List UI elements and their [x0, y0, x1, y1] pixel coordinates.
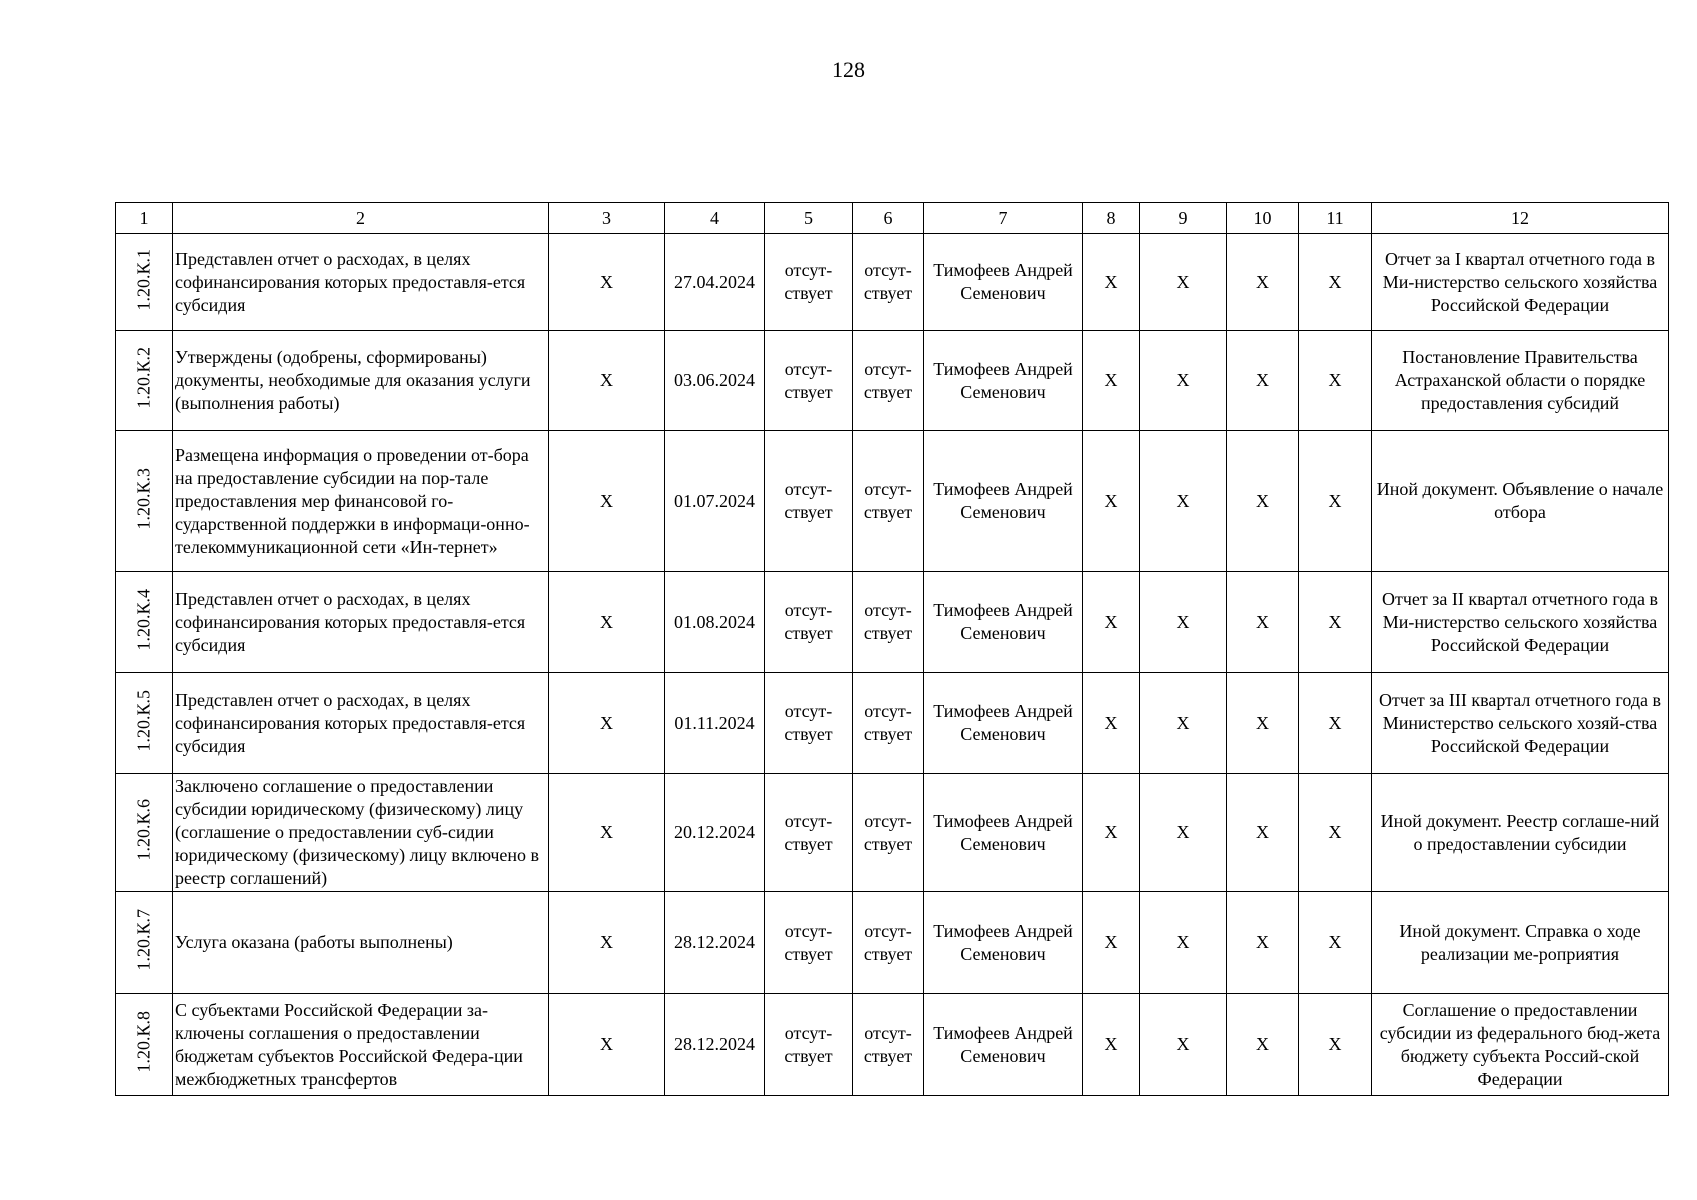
column-header: 2 [173, 203, 549, 234]
description-cell: Утверждены (одобрены, сформированы) документы, необходимые для оказания услуги (выполнения работы) [173, 331, 549, 431]
column-11-cell: X [1299, 673, 1372, 774]
column-10-cell: X [1227, 994, 1299, 1096]
column-5-cell: отсут-ствует [765, 234, 853, 331]
table-row [116, 673, 1669, 774]
date-cell: 01.11.2024 [665, 673, 765, 774]
date-cell: 01.07.2024 [665, 431, 765, 572]
column-11-cell: X [1299, 431, 1372, 572]
column-10-cell: X [1227, 331, 1299, 431]
table-row [116, 331, 1669, 431]
column-5-cell: отсут-ствует [765, 774, 853, 892]
column-header: 4 [665, 203, 765, 234]
column-10-cell: X [1227, 892, 1299, 994]
column-9-cell: X [1140, 331, 1227, 431]
document-cell: Иной документ. Объявление о начале отбора [1372, 431, 1669, 572]
column-3-cell: X [549, 994, 665, 1096]
table-body [116, 203, 1669, 1096]
column-header: 7 [924, 203, 1083, 234]
document-cell: Иной документ. Справка о ходе реализации ме-роприятия [1372, 892, 1669, 994]
column-3-cell: X [549, 331, 665, 431]
document-cell: Отчет за I квартал отчетного года в Ми-нистерство сельского хозяйства Российской Федерации [1372, 234, 1669, 331]
column-11-cell: X [1299, 572, 1372, 673]
column-header: 11 [1299, 203, 1372, 234]
column-11-cell: X [1299, 774, 1372, 892]
row-code-label: 1.20.К.4 [133, 588, 154, 650]
column-8-cell: X [1083, 774, 1140, 892]
responsible-cell: Тимофеев Андрей Семенович [924, 234, 1083, 331]
column-5-cell: отсут-ствует [765, 572, 853, 673]
responsible-cell: Тимофеев Андрей Семенович [924, 431, 1083, 572]
column-8-cell: X [1083, 673, 1140, 774]
row-code-label: 1.20.К.3 [133, 467, 154, 529]
description-cell: Представлен отчет о расходах, в целях софинансирования которых предоставля-ется субсидия [173, 572, 549, 673]
table-row [116, 892, 1669, 994]
row-code-label: 1.20.К.8 [133, 1010, 154, 1073]
row-code-label: 1.20.К.2 [133, 346, 154, 409]
responsible-cell: Тимофеев Андрей Семенович [924, 331, 1083, 431]
document-cell: Иной документ. Реестр соглаше-ний о предоставлении субсидии [1372, 774, 1669, 892]
code-cell [116, 572, 173, 673]
column-8-cell: X [1083, 572, 1140, 673]
table-row [116, 234, 1669, 331]
column-9-cell: X [1140, 572, 1227, 673]
column-header: 9 [1140, 203, 1227, 234]
column-9-cell: X [1140, 234, 1227, 331]
column-11-cell: X [1299, 234, 1372, 331]
column-header: 3 [549, 203, 665, 234]
column-11-cell: X [1299, 331, 1372, 431]
responsible-cell: Тимофеев Андрей Семенович [924, 774, 1083, 892]
column-6-cell: отсут-ствует [853, 774, 924, 892]
column-10-cell: X [1227, 431, 1299, 572]
date-cell: 27.04.2024 [665, 234, 765, 331]
column-3-cell: X [549, 431, 665, 572]
table-row [116, 572, 1669, 673]
code-cell [116, 431, 173, 572]
column-9-cell: X [1140, 892, 1227, 994]
date-cell: 20.12.2024 [665, 774, 765, 892]
row-code-label: 1.20.К.7 [133, 908, 154, 971]
row-code-label: 1.20.К.1 [133, 248, 154, 310]
date-cell: 28.12.2024 [665, 994, 765, 1096]
code-cell [116, 673, 173, 774]
description-cell: С субъектами Российской Федерации за-ключены соглашения о предоставлении бюджетам субъектов Российской Федера-ции межбюджетных трансфертов [173, 994, 549, 1096]
column-3-cell: X [549, 673, 665, 774]
column-6-cell: отсут-ствует [853, 994, 924, 1096]
column-8-cell: X [1083, 431, 1140, 572]
column-6-cell: отсут-ствует [853, 331, 924, 431]
column-6-cell: отсут-ствует [853, 572, 924, 673]
description-cell: Представлен отчет о расходах, в целях софинансирования которых предоставля-ется субсидия [173, 234, 549, 331]
column-8-cell: X [1083, 892, 1140, 994]
date-cell: 03.06.2024 [665, 331, 765, 431]
column-5-cell: отсут-ствует [765, 431, 853, 572]
table-row [116, 431, 1669, 572]
column-10-cell: X [1227, 572, 1299, 673]
document-cell: Соглашение о предоставлении субсидии из федерального бюд-жета бюджету субъекта Россий-ской Федерации [1372, 994, 1669, 1096]
column-9-cell: X [1140, 431, 1227, 572]
column-5-cell: отсут-ствует [765, 892, 853, 994]
column-9-cell: X [1140, 994, 1227, 1096]
date-cell: 01.08.2024 [665, 572, 765, 673]
column-10-cell: X [1227, 774, 1299, 892]
column-5-cell: отсут-ствует [765, 994, 853, 1096]
date-cell: 28.12.2024 [665, 892, 765, 994]
column-8-cell: X [1083, 234, 1140, 331]
column-8-cell: X [1083, 331, 1140, 431]
row-code-label: 1.20.К.6 [133, 798, 154, 861]
code-cell [116, 774, 173, 892]
description-cell: Размещена информация о проведении от-бора на предоставление субсидии на пор-тале предоставления мер финансовой го-сударственной поддержки в информаци-онно-телекоммуникационной сети «Ин-тернет» [173, 431, 549, 572]
document-cell: Отчет за III квартал отчетного года в Министерство сельского хозяй-ства Российской Федерации [1372, 673, 1669, 774]
table-row [116, 994, 1669, 1096]
column-6-cell: отсут-ствует [853, 673, 924, 774]
code-cell [116, 994, 173, 1096]
control-points-table [115, 202, 1669, 1096]
responsible-cell: Тимофеев Андрей Семенович [924, 572, 1083, 673]
column-10-cell: X [1227, 673, 1299, 774]
document-cell: Постановление Правительства Астраханской области о порядке предоставления субсидий [1372, 331, 1669, 431]
column-6-cell: отсут-ствует [853, 431, 924, 572]
column-5-cell: отсут-ствует [765, 673, 853, 774]
column-9-cell: X [1140, 774, 1227, 892]
description-cell: Представлен отчет о расходах, в целях софинансирования которых предоставля-ется субсидия [173, 673, 549, 774]
description-cell: Заключено соглашение о предоставлении субсидии юридическому (физическому) лицу (соглашение о предоставлении суб-сидии юридическому (физическому) лицу включено в реестр соглашений) [173, 774, 549, 892]
responsible-cell: Тимофеев Андрей Семенович [924, 673, 1083, 774]
column-11-cell: X [1299, 994, 1372, 1096]
column-6-cell: отсут-ствует [853, 892, 924, 994]
code-cell [116, 331, 173, 431]
column-header: 6 [853, 203, 924, 234]
column-3-cell: X [549, 892, 665, 994]
responsible-cell: Тимофеев Андрей Семенович [924, 892, 1083, 994]
column-11-cell: X [1299, 892, 1372, 994]
code-cell [116, 234, 173, 331]
column-9-cell: X [1140, 673, 1227, 774]
column-3-cell: X [549, 234, 665, 331]
column-header: 5 [765, 203, 853, 234]
column-5-cell: отсут-ствует [765, 331, 853, 431]
column-header: 10 [1227, 203, 1299, 234]
document-cell: Отчет за II квартал отчетного года в Ми-нистерство сельского хозяйства Российской Федерации [1372, 572, 1669, 673]
code-cell [116, 892, 173, 994]
description-cell: Услуга оказана (работы выполнены) [173, 892, 549, 994]
row-code-label: 1.20.К.5 [133, 689, 154, 751]
column-3-cell: X [549, 774, 665, 892]
column-header: 1 [116, 203, 173, 234]
column-8-cell: X [1083, 994, 1140, 1096]
page-number: 128 [832, 57, 865, 82]
table-header-row [116, 203, 1669, 234]
column-6-cell: отсут-ствует [853, 234, 924, 331]
table-row [116, 774, 1669, 892]
column-10-cell: X [1227, 234, 1299, 331]
column-header: 8 [1083, 203, 1140, 234]
column-header: 12 [1372, 203, 1669, 234]
column-3-cell: X [549, 572, 665, 673]
responsible-cell: Тимофеев Андрей Семенович [924, 994, 1083, 1096]
